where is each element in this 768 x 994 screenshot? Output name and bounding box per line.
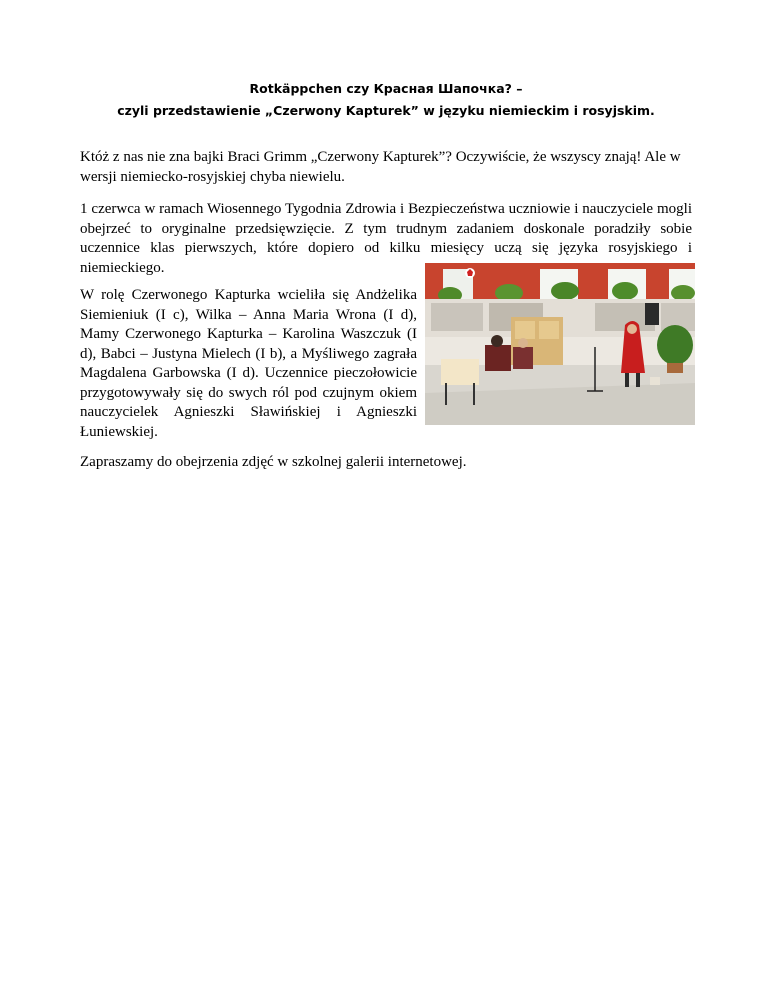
paragraph-event: 1 czerwca w ramach Wiosennego Tygodnia Zdrowia i Bezpieczeństwa uczniowie i nauczyciele mogli obejrzeć to oryginalne przedsięwzięcie. Z tym trudnym zadaniem doskonale poradziły sobie uczennice klas pierwszych, które dopiero od kilku miesięcy uczą się języka rosyjskiego i niemieckiego. — [80, 201, 692, 276]
paragraph-intro: Któż z nas nie zna bajki Braci Grimm „Czerwony Kapturek”? Oczywiście, że wszyscy znają! Ale w wersji niemiecko-rosyjskiej chyba niewielu. — [80, 149, 681, 185]
school-play-photo — [425, 263, 695, 425]
title-line-2: czyli przedstawienie „Czerwony Kapturek” w języku niemieckim i rosyjskim. — [117, 103, 655, 118]
document-title — [80, 78, 692, 122]
paragraph-cast: W rolę Czerwonego Kapturka wcieliła się Andżelika Siemieniuk (I c), Wilka – Anna Maria Wrona (I d), Mamy Czerwonego Kapturka – Karolina Waszczuk (I d), Babci – Justyna Mielech (I b), a Myśliwego zagrała Magdalena Garbowska (I d). Uczennice pieczołowicie przygotowywały się do swych ról pod czujnym okiem nauczycielek Agnieszki Sławińskiej i Agnieszki Łuniewskiej. — [80, 287, 417, 440]
title-line-1: Rotkäppchen czy Красная Шапочка? – — [249, 81, 523, 96]
paragraph-invitation: Zapraszamy do obejrzenia zdjęć w szkolnej galerii internetowej. — [80, 454, 467, 470]
